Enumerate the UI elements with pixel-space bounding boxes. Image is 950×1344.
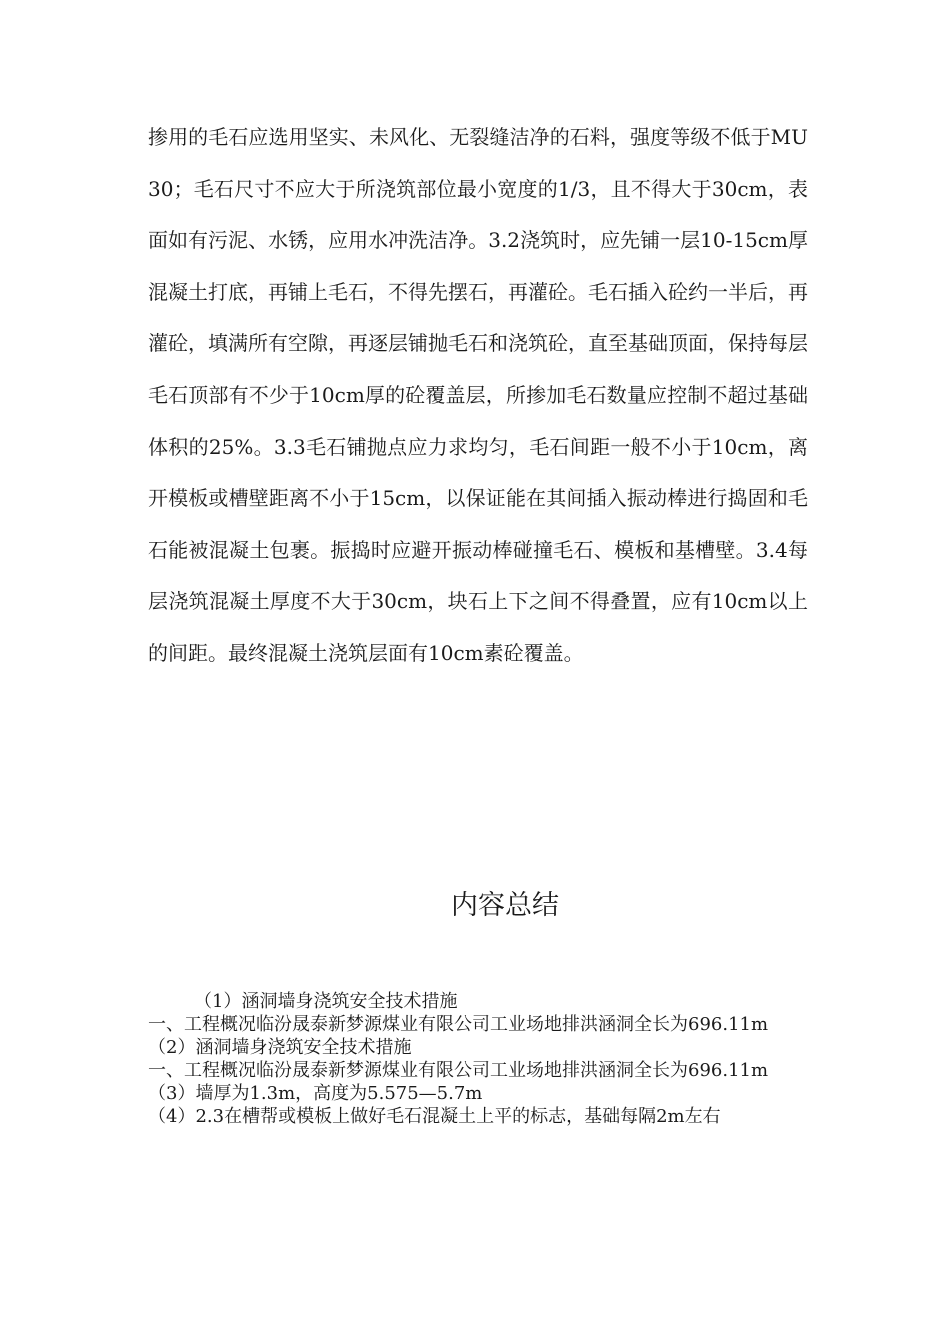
summary-item: （1）涵洞墙身浇筑安全技术措施 [194,991,458,1012]
summary-item: （4）2.3在槽帮或模板上做好毛石混凝土上平的标志，基础每隔2m左右 [148,1106,721,1127]
summary-item: 一、工程概况临汾晟泰新梦源煤业有限公司工业场地排洪涵洞全长为696.11m [148,1014,769,1035]
summary-title: 内容总结 [451,890,559,921]
summary-item: （2）涵洞墙身浇筑安全技术措施 [148,1037,412,1058]
summary-item: 一、工程概况临汾晟泰新梦源煤业有限公司工业场地排洪涵洞全长为696.11m [148,1060,769,1081]
summary-item: （3）墙厚为1.3m，高度为5.575—5.7m [148,1083,483,1104]
summary-list [148,990,808,1128]
body-paragraph: 掺用的毛石应选用坚实、未风化、无裂缝洁净的石料，强度等级不低于MU30；毛石尺寸不应大于所浇筑部位最小宽度的1/3，且不得大于30cm，表面如有污泥、水锈，应用水冲洗洁净。3.2浇筑时，应先铺一层10-15cm厚混凝土打底，再铺上毛石，不得先摆石，再灌砼。毛石插入砼约一半后，再灌砼，填满所有空隙，再逐层铺抛毛石和浇筑砼，直至基础顶面，保持每层毛石顶部有不少于10cm厚的砼覆盖层，所掺加毛石数量应控制不超过基础体积的25%。3.3毛石铺抛点应力求均匀，毛石间距一般不小于10cm，离开模板或槽壁距离不小于15cm，以保证能在其间插入振动棒进行捣固和毛石能被混凝土包裹。振捣时应避开振动棒碰撞毛石、模板和基槽壁。3.4每层浇筑混凝土厚度不大于30cm，块石上下之间不得叠置，应有10cm以上的间距。最终混凝土浇筑层面有10cm素砼覆盖。 [148,125,808,665]
